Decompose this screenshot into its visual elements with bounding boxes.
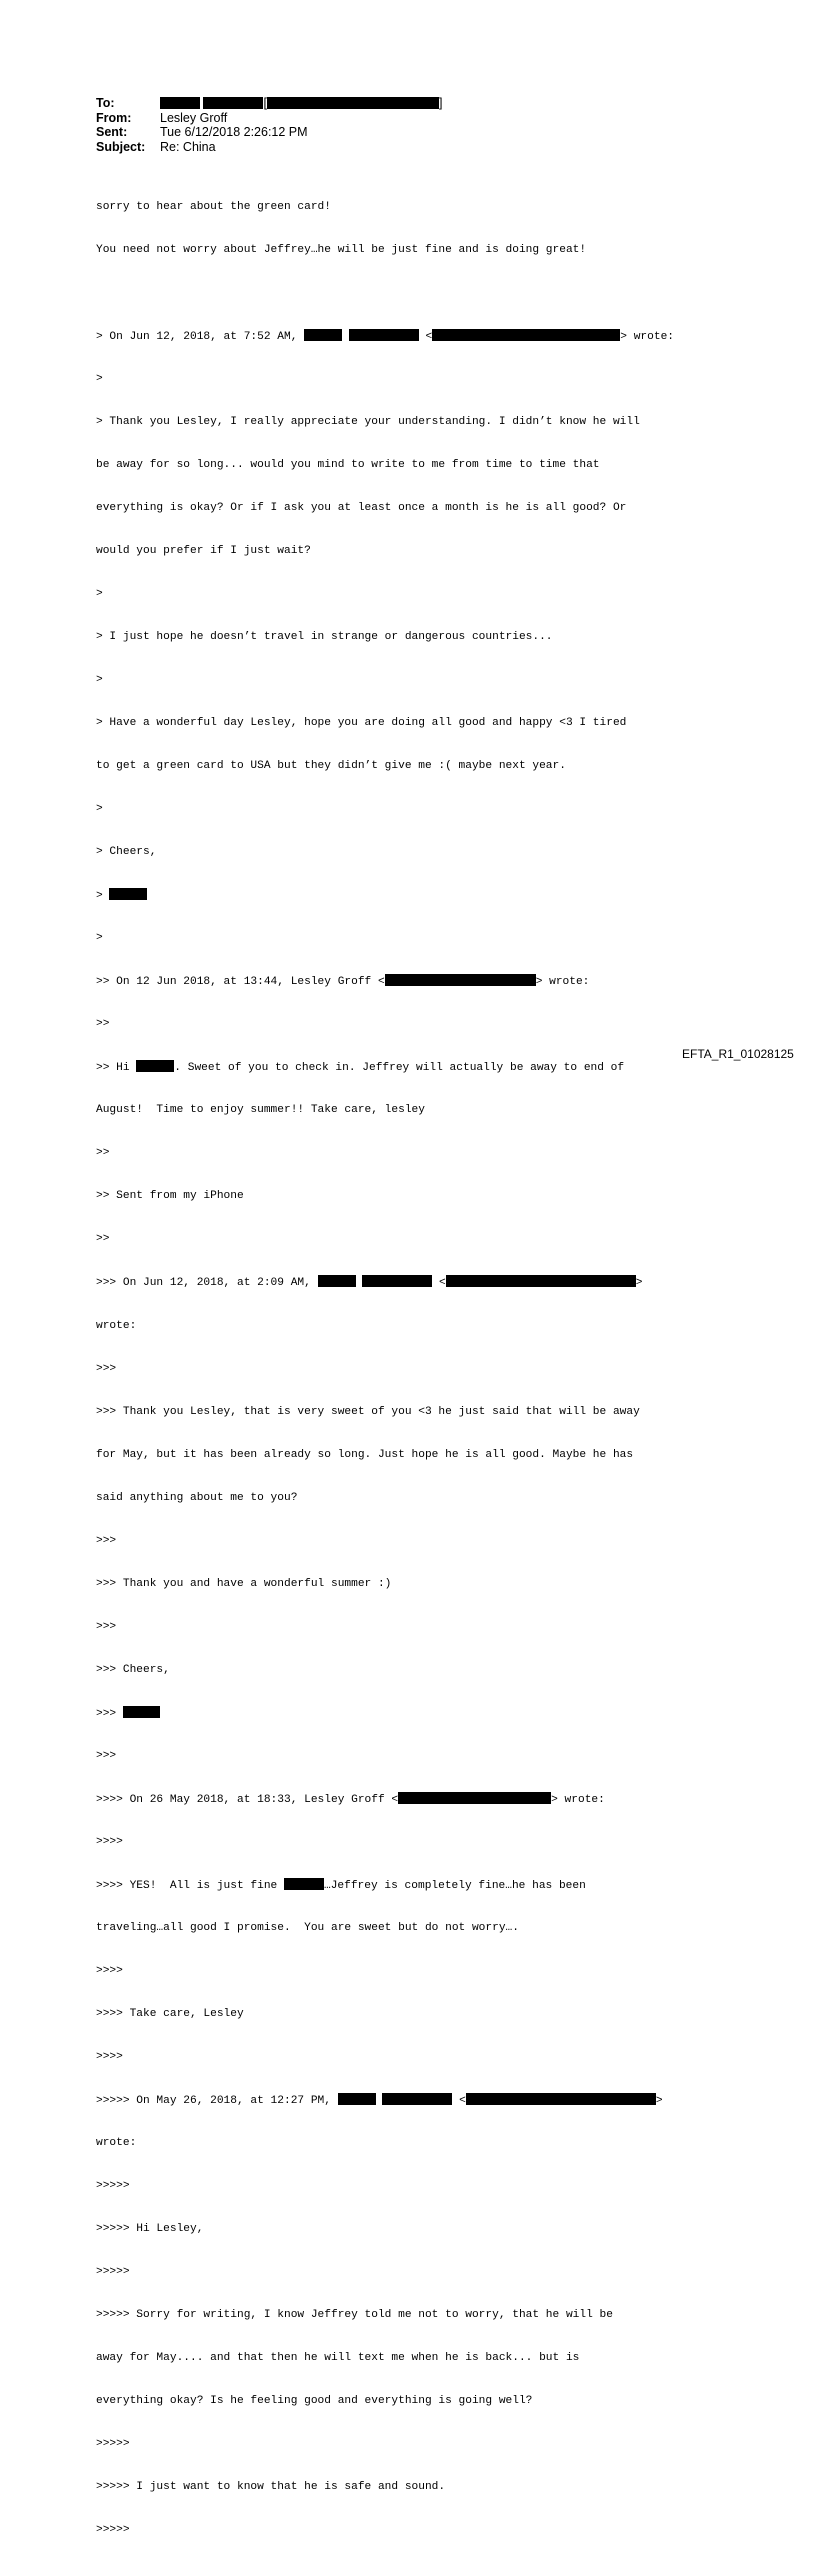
body-text: >>>> YES! All is just fine: [96, 1879, 284, 1892]
body-line: >>>>> I just want to know that he is safe and sound.: [96, 2481, 446, 2494]
body-line: sorry to hear about the green card!: [96, 200, 331, 213]
body-line: >>> Thank you Lesley, that is very sweet of you <3 he just said that will be away: [96, 1405, 640, 1418]
body-line: > Thank you Lesley, I really appreciate your understanding. I didn’t know he will: [96, 415, 640, 428]
signature-line: [96, 888, 674, 902]
body-line: wrote:: [96, 2137, 137, 2150]
redaction-box: [398, 1792, 551, 1804]
quote-header-text: >>>> On 26 May 2018, at 18:33, Lesley Groff <: [96, 1793, 399, 1806]
to-value: [160, 96, 442, 111]
redaction-box: [109, 888, 147, 900]
from-label: From:: [96, 110, 132, 125]
body-line: >>>>>: [96, 2266, 130, 2279]
quote-header-line: >>> On Jun 12, 2018, at 2:09 AM, < >: [96, 1277, 643, 1290]
body-text: . Sweet of you to check in. Jeffrey will actually be away to end of: [174, 1062, 625, 1075]
body-line: said anything about me to you?: [96, 1491, 298, 1504]
body-text: >> Hi: [96, 1062, 137, 1075]
body-line: >>>>>: [96, 2180, 130, 2193]
body-line: >>: [96, 1233, 110, 1246]
to-label: To:: [96, 96, 115, 110]
body-line: everything okay? Is he feeling good and everything is going well?: [96, 2395, 533, 2408]
redaction-box: [382, 2093, 452, 2105]
quote-header-suffix: > wrote:: [551, 1793, 605, 1806]
body-line: >>>> Take care, Lesley: [96, 2008, 244, 2020]
quote-header-line: [96, 974, 674, 988]
body-line: away for May.... and that then he will text me when he is back... but is: [96, 2352, 580, 2365]
quote-header-text: >> On 12 Jun 2018, at 13:44, Lesley Groff <: [96, 976, 385, 989]
body-line: >: [96, 674, 103, 687]
redaction-box: [466, 2093, 656, 2105]
redaction-box: [267, 97, 439, 109]
open-bracket-glyph: [: [263, 96, 267, 110]
body-line: for May, but it has been already so long. Just hope he is all good. Maybe he has: [96, 1448, 634, 1461]
redaction-box: [304, 329, 342, 341]
body-line: >>>>>: [96, 2524, 130, 2537]
body-line-with-redaction: [96, 1060, 674, 1074]
body-line: >>>>>: [96, 2438, 130, 2451]
redaction-box: [349, 329, 419, 341]
body-line: >>> Thank you and have a wonderful summer :): [96, 1577, 392, 1590]
quote-header-suffix: >: [635, 1277, 643, 1290]
body-line: >>>: [96, 1620, 117, 1633]
body-line: > Have a wonderful day Lesley, hope you are doing all good and happy <3 I tired: [96, 717, 627, 730]
redaction-box: [160, 97, 200, 109]
body-line: >>>: [96, 1362, 117, 1375]
body-line: >>>>: [96, 1835, 123, 1848]
redaction-box: [123, 1706, 160, 1718]
body-line: be away for so long... would you mind to write to me from time to time that: [96, 458, 600, 471]
redaction-box: [362, 1275, 432, 1287]
body-line: >>>>: [96, 2051, 123, 2064]
quote-header-text: >>> On Jun 12, 2018, at 2:09 AM,: [96, 1277, 318, 1290]
close-bracket-glyph: ]: [438, 96, 443, 110]
body-line: >>: [96, 1147, 110, 1160]
body-line: >>>>> Sorry for writing, I know Jeffrey told me not to worry, that he will be: [96, 2309, 613, 2322]
body-line: August! Time to enjoy summer!! Take care, lesley: [96, 1104, 425, 1117]
redaction-box: [338, 2093, 376, 2105]
body-line: >: [96, 372, 103, 385]
body-text: …Jeffrey is completely fine…he has been: [323, 1879, 586, 1892]
body-line-with-redaction: [96, 1878, 674, 1892]
quote-header-line: >>>>> On May 26, 2018, at 12:27 PM, < >: [96, 2095, 663, 2108]
quote-prefix: >>>: [96, 1707, 123, 1720]
body-line: >>> Cheers,: [96, 1663, 170, 1676]
quote-header-suffix: > wrote:: [620, 330, 674, 343]
body-line: >: [96, 803, 103, 816]
quote-header-line: [96, 1792, 674, 1806]
quote-header-text: > On Jun 12, 2018, at 7:52 AM,: [96, 330, 305, 343]
bates-number: EFTA_R1_01028125: [682, 1047, 794, 1061]
body-line: >: [96, 932, 103, 945]
body-line: everything is okay? Or if I ask you at least once a month is he is all good? Or: [96, 501, 627, 514]
subject-label: Subject:: [96, 139, 146, 154]
quote-prefix: >: [96, 890, 110, 903]
body-line: > Cheers,: [96, 846, 157, 859]
body-line: >>>>> Hi Lesley,: [96, 2223, 204, 2236]
sent-value: Tue 6/12/2018 2:26:12 PM: [160, 125, 308, 140]
body-line: would you prefer if I just wait?: [96, 544, 311, 557]
sent-label: Sent:: [96, 125, 128, 140]
body-line: >: [96, 587, 103, 600]
body-line: traveling…all good I promise. You are sweet but do not worry….: [96, 1921, 519, 1934]
redaction-box: [385, 974, 536, 986]
quote-header-text: >>>>> On May 26, 2018, at 12:27 PM,: [96, 2095, 338, 2108]
body-line: >>>: [96, 1534, 117, 1547]
quote-header-suffix: > wrote:: [535, 976, 590, 989]
body-line: >>: [96, 1018, 110, 1031]
quote-header-line: > On Jun 12, 2018, at 7:52 AM, < > wrote:: [96, 330, 674, 343]
redaction-box: [432, 329, 620, 341]
body-line: >> Sent from my iPhone: [96, 1190, 244, 1203]
body-line: You need not worry about Jeffrey…he will be just fine and is doing great!: [96, 243, 587, 256]
body-line: >>>: [96, 1749, 117, 1762]
signature-line: [96, 1706, 674, 1720]
redaction-box: [318, 1275, 356, 1287]
subject-value: Re: China: [160, 139, 216, 154]
redaction-box: [203, 97, 263, 109]
blank-line: [96, 286, 674, 300]
body-line: to get a green card to USA but they didn’t give me :( maybe next year.: [96, 760, 566, 773]
redaction-box: [284, 1878, 324, 1890]
email-body: [96, 171, 674, 2552]
quote-header-suffix: >: [655, 2095, 663, 2108]
body-line: > I just hope he doesn’t travel in strange or dangerous countries...: [96, 631, 553, 643]
body-line: >>>>: [96, 1964, 123, 1977]
redaction-box: [446, 1275, 636, 1287]
body-line: wrote:: [96, 1319, 137, 1332]
from-value: Lesley Groff: [160, 110, 228, 125]
redaction-box: [136, 1060, 174, 1072]
